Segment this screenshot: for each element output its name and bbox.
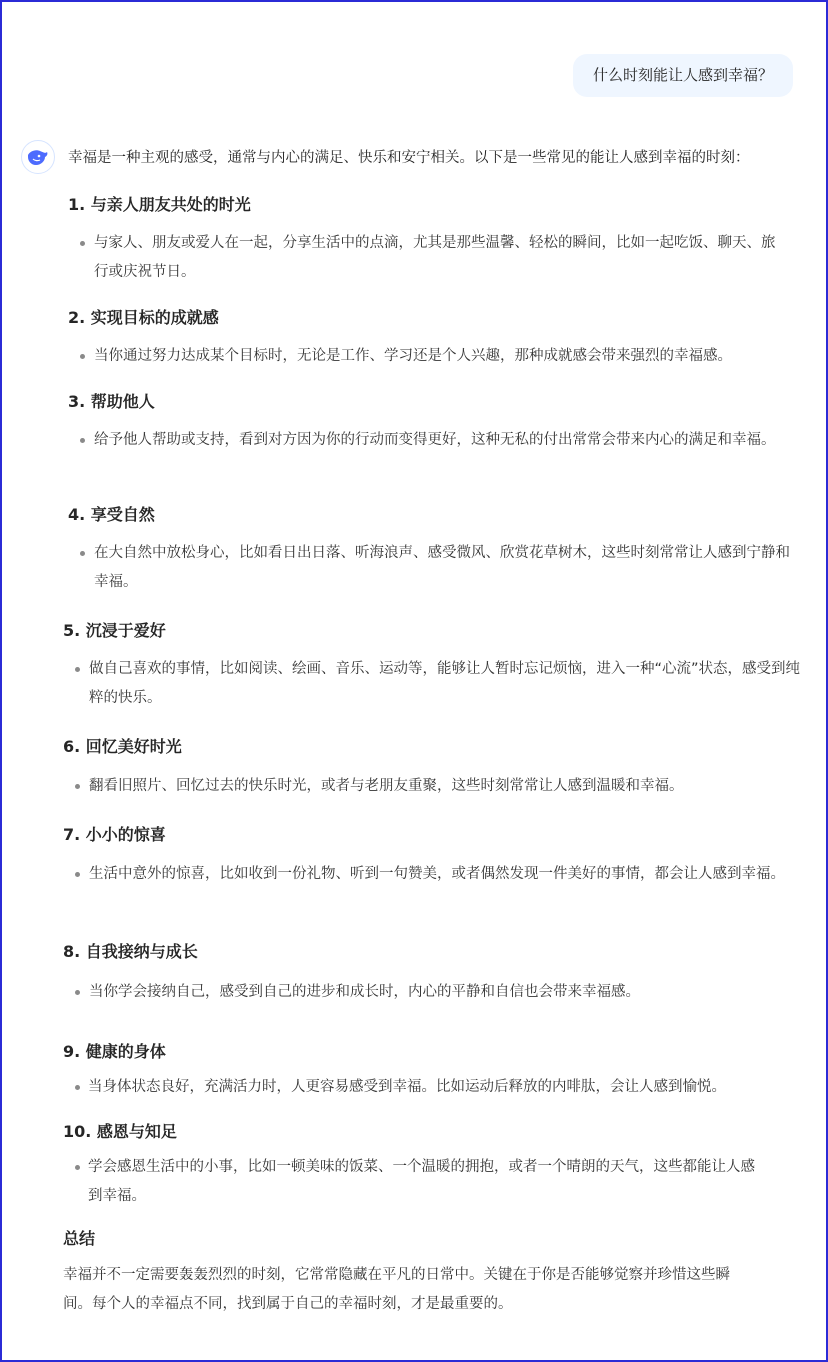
section-title: 5. 沉浸于爱好 (63, 621, 166, 640)
section-title: 8. 自我接纳与成长 (63, 942, 198, 961)
section-bullet-text: 生活中意外的惊喜，比如收到一份礼物、听到一句赞美，或者偶然发现一件美好的事情，都会让人感到幸福。 (89, 866, 785, 882)
bullet-dot (75, 1085, 80, 1090)
bullet-dot (75, 667, 80, 672)
section-bullet-text: 当你通过努力达成某个目标时，无论是工作、学习还是个人兴趣，那种成就感会带来强烈的幸福感。 (94, 348, 732, 364)
section-title: 6. 回忆美好时光 (63, 737, 182, 756)
section-title: 3. 帮助他人 (68, 392, 155, 411)
section-bullet-text: 在大自然中放松身心，比如看日出日落、听海浪声、感受微风、欣赏花草树木，这些时刻常常让人感到宁静和幸福。 (94, 545, 790, 590)
answer-intro: 幸福是一种主观的感受，通常与内心的满足、快乐和安宁相关。以下是一些常见的能让人感到幸福的时刻： (68, 150, 750, 166)
summary-title: 总结 (63, 1229, 96, 1248)
section-bullet-text: 当身体状态良好，充满活力时，人更容易感受到幸福。比如运动后释放的内啡肽，会让人感到愉悦。 (88, 1079, 726, 1095)
bullet-dot (75, 990, 80, 995)
assistant-avatar (21, 140, 55, 174)
bullet-dot (80, 241, 85, 246)
whale-logo-icon (27, 148, 49, 166)
section-title: 1. 与亲人朋友共处的时光 (68, 195, 251, 214)
section-bullet-text: 翻看旧照片、回忆过去的快乐时光，或者与老朋友重聚，这些时刻常常让人感到温暖和幸福。 (89, 778, 684, 794)
bullet-dot (75, 784, 80, 789)
section-title: 7. 小小的惊喜 (63, 825, 166, 844)
bullet-dot (80, 438, 85, 443)
bullet-dot (75, 1165, 80, 1170)
section-bullet-text: 给予他人帮助或支持，看到对方因为你的行动而变得更好，这种无私的付出常常会带来内心的满足和幸福。 (94, 432, 776, 448)
bullet-dot (75, 872, 80, 877)
bullet-dot (80, 551, 85, 556)
section-title: 10. 感恩与知足 (63, 1122, 177, 1141)
section-bullet-text: 做自己喜欢的事情，比如阅读、绘画、音乐、运动等，能够让人暂时忘记烦恼，进入一种“心流”状态，感受到纯粹的快乐。 (89, 661, 801, 706)
section-title: 4. 享受自然 (68, 505, 155, 524)
section-title: 9. 健康的身体 (63, 1042, 166, 1061)
bullet-dot (80, 354, 85, 359)
section-bullet-text: 与家人、朋友或爱人在一起，分享生活中的点滴，尤其是那些温馨、轻松的瞬间，比如一起吃饭、聊天、旅行或庆祝节日。 (94, 235, 776, 280)
user-message-bubble: 什么时刻能让人感到幸福？ (573, 54, 793, 97)
section-bullet-text: 当你学会接纳自己，感受到自己的进步和成长时，内心的平静和自信也会带来幸福感。 (89, 984, 640, 1000)
section-bullet-text: 学会感恩生活中的小事，比如一顿美味的饭菜、一个温暖的拥抱，或者一个晴朗的天气，这些都能让人感到幸福。 (88, 1159, 755, 1204)
section-title: 2. 实现目标的成就感 (68, 308, 219, 327)
summary-text: 幸福并不一定需要轰轰烈烈的时刻，它常常隐藏在平凡的日常中。关键在于你是否能够觉察并珍惜这些瞬间。每个人的幸福点不同，找到属于自己的幸福时刻，才是最重要的。 (63, 1267, 730, 1312)
